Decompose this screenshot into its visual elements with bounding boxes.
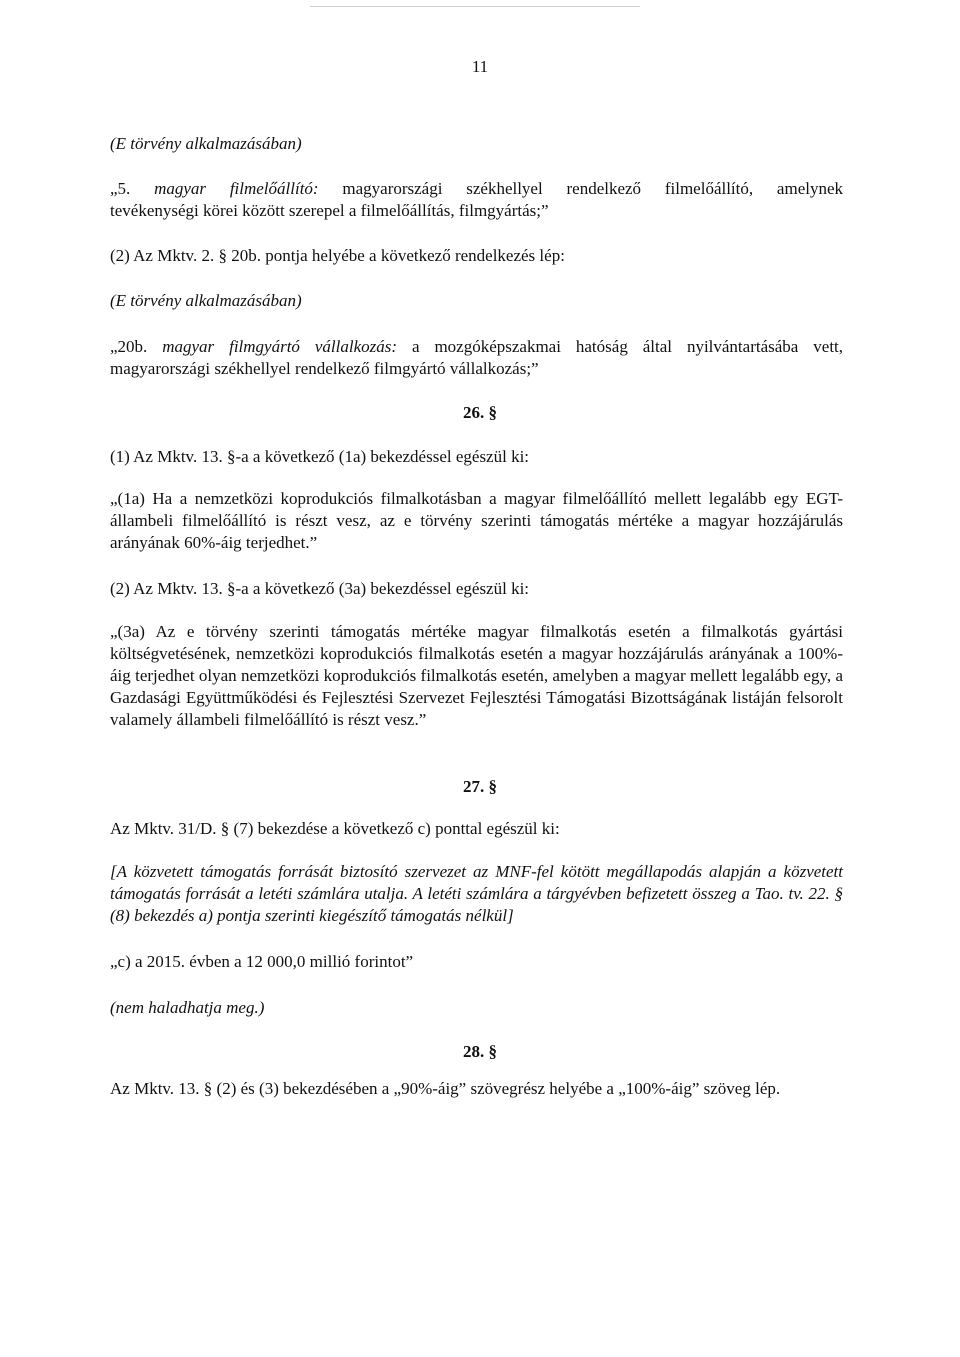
context-note: (E törvény alkalmazásában) [110, 134, 302, 153]
inserted-paragraph-3a: „(3a) Az e törvény szerinti támogatás mértéke magyar filmalkotás esetén a filmalkotás gyártási költségvetésének, nemzetközi koprodukciós filmalkotás esetén a magyar hozzájárulás arányának a 100%-áig terjedhet olyan nemzetközi koprodukciós filmalkotás esetén, amelyben a magyar mellett legalább egy, a Gazdasági Együttműködési és Fejlesztési Szervezet Fejlesztési Támogatási Bizottságának listáján felsorolt valamely állambeli filmelőállító is részt vesz.” [110, 622, 843, 729]
inserted-point-c: „c) a 2015. évben a 12 000,0 millió forintot” [110, 952, 414, 971]
scan-edge-line [310, 6, 640, 7]
bracketed-context: [A közvetett támogatás forrását biztosító szervezet az MNF-fel kötött megállapodás alapján a közvetett támogatás forrását a letéti számlára utalja. A letéti számlára a tárgyévben befizetett összeg a Tao. tv. 22. § (8) bekezdés a) pontja szerinti kiegészítő támogatás nélkül] [110, 862, 843, 925]
definition-20b-line2: magyarországi székhellyel rendelkező filmgyártó vállalkozás;” [110, 359, 539, 378]
paragraph-1: (1) Az Mktv. 13. §-a a következő (1a) bekezdéssel egészül ki: [110, 447, 530, 466]
definition-5-line2: tevékenységi körei között szerepel a filmelőállítás, filmgyártás;” [110, 201, 549, 220]
defined-term: magyar filmelőállító: [154, 179, 319, 198]
section-heading-27: 27. § [463, 777, 497, 796]
amendment-intro: (2) Az Mktv. 2. § 20b. pontja helyébe a következő rendelkezés lép: [110, 246, 565, 265]
definition-20b-line1: „20b. magyar filmgyártó vállalkozás: a mozgóképszakmai hatóság által nyilvántartásába vett, [110, 337, 844, 356]
definition-5-line1: „5. magyar filmelőállító: magyarországi székhellyel rendelkező filmelőállító, amelynek [110, 179, 844, 198]
defined-term: magyar filmgyártó vállalkozás: [162, 337, 398, 356]
definition-20b [110, 336, 843, 380]
inserted-paragraph-1a: „(1a) Ha a nemzetközi koprodukciós filmalkotásban a magyar filmelőállító mellett legalább egy EGT-állambeli filmelőállító is részt vesz, az e törvény szerinti támogatás mértéke a magyar hozzájárulás arányának 60%-áig terjedhet.” [110, 489, 843, 552]
section-heading-26: 26. § [463, 403, 497, 422]
closing-context: (nem haladhatja meg.) [110, 998, 265, 1017]
amendment-text: Az Mktv. 13. § (2) és (3) bekezdésében a „90%-áig” szövegrész helyébe a „100%-áig” szöveg lép. [110, 1079, 781, 1098]
section-heading-28: 28. § [463, 1042, 497, 1061]
page-number: 11 [471, 57, 489, 76]
definition-5 [110, 178, 843, 222]
amendment-text: Az Mktv. 31/D. § (7) bekezdése a következő c) ponttal egészül ki: [110, 819, 560, 838]
context-note: (E törvény alkalmazásában) [110, 291, 302, 310]
paragraph-2: (2) Az Mktv. 13. §-a a következő (3a) bekezdéssel egészül ki: [110, 579, 530, 598]
